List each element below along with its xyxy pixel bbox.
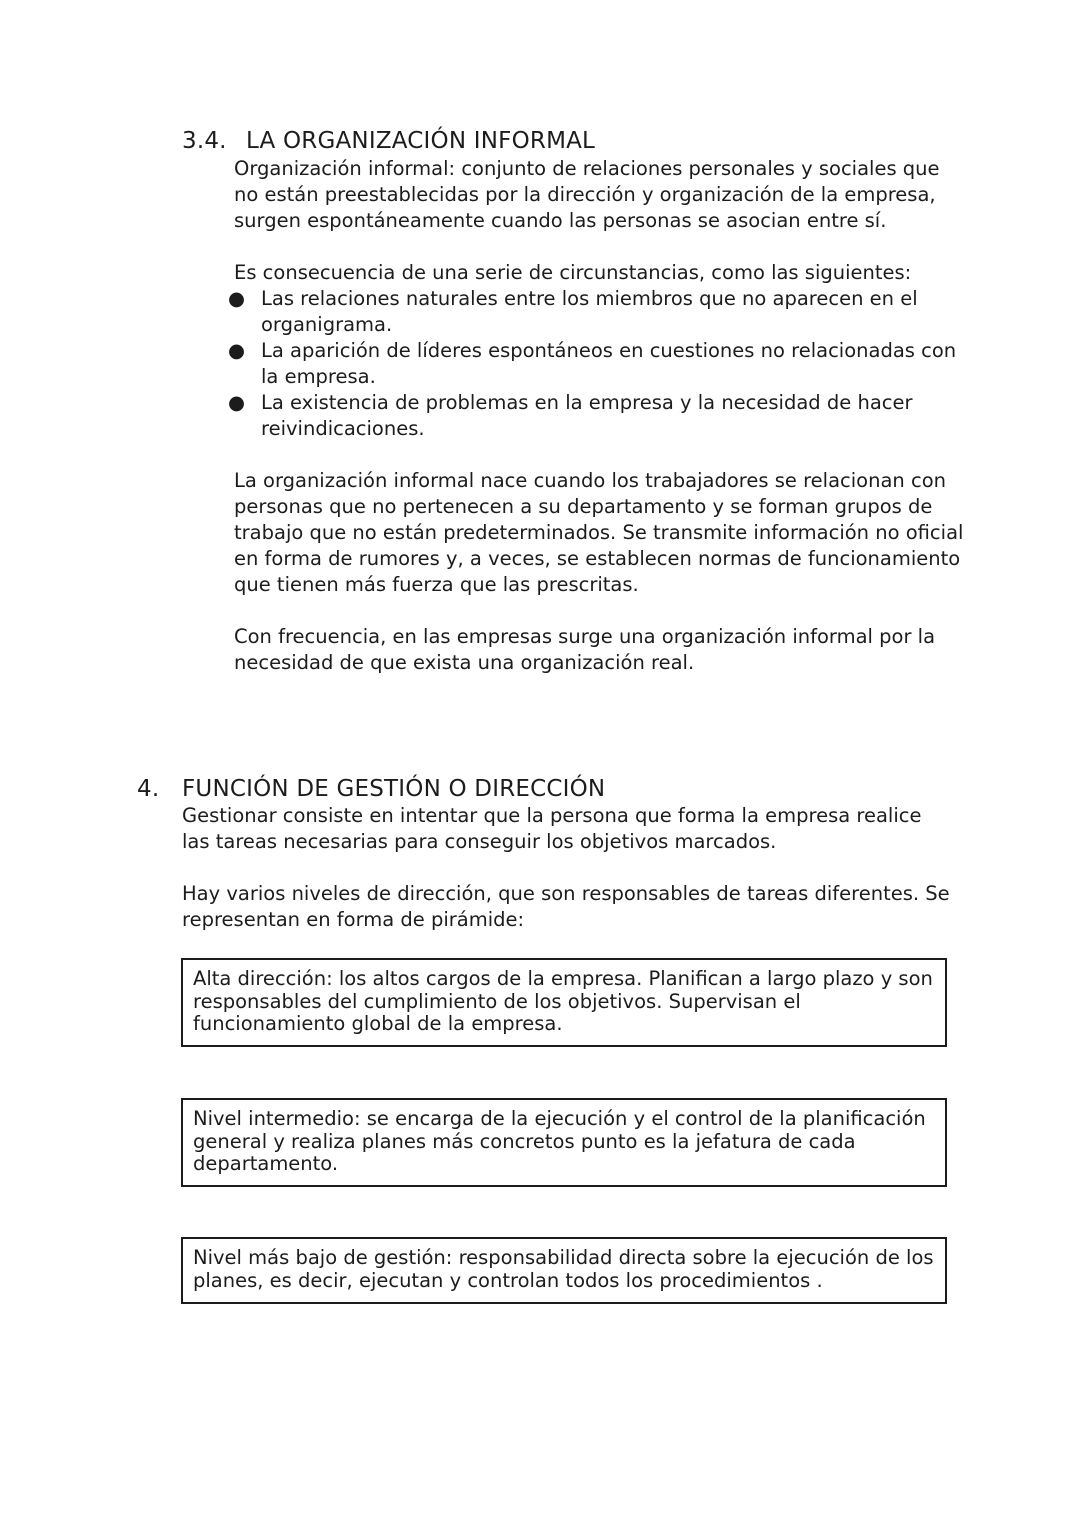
management-level-box-bottom: Nivel más bajo de gestión: responsabilidad directa sobre la ejecución de los planes, es decir, ejecutan y controlan todos los procedimientos . (181, 1237, 947, 1304)
circumstances-list (228, 286, 964, 442)
bullet-icon: ● (228, 287, 246, 310)
definition-paragraph: Organización informal: conjunto de relaciones personales y sociales que no están preestablecidas por la dirección y organización de la empresa, surgen espontáneamente cuando las personas se asocian entre sí. (234, 157, 940, 232)
section-4-heading (137, 774, 605, 804)
section-number: 3.4. (182, 128, 227, 154)
body-paragraph: Gestionar consiste en intentar que la persona que forma la empresa realice las tareas necesarias para conseguir los objetivos marcados. (182, 804, 922, 853)
list-item-text: La aparición de líderes espontáneos en cuestiones no relacionadas con la empresa. (261, 339, 957, 388)
section-4-body (182, 803, 952, 933)
management-level-box-middle: Nivel intermedio: se encarga de la ejecución y el control de la planificación general y realiza planes más concretos punto es la jefatura de cada departamento. (181, 1098, 947, 1187)
section-title: FUNCIÓN DE GESTIÓN O DIRECCIÓN (182, 776, 606, 802)
list-item (228, 286, 964, 338)
list-item (228, 390, 964, 442)
list-item (228, 338, 964, 390)
section-3-4-body (228, 156, 964, 676)
bullet-icon: ● (228, 391, 246, 414)
body-paragraph: Con frecuencia, en las empresas surge una organización informal por la necesidad de que exista una organización real. (234, 625, 936, 674)
list-item-text: Las relaciones naturales entre los miembros que no aparecen en el organigrama. (261, 287, 918, 336)
body-paragraph: La organización informal nace cuando los trabajadores se relacionan con personas que no pertenecen a su departamento y se forman grupos de trabajo que no están predeterminados. Se transmite información no oficial en forma de rumores y, a veces, se establecen normas de funcionamiento que tienen más fuerza que las prescritas. (234, 469, 964, 596)
bullet-icon: ● (228, 339, 246, 362)
section-number: 4. (137, 776, 160, 802)
section-title: LA ORGANIZACIÓN INFORMAL (246, 128, 596, 154)
section-3-4-heading (182, 126, 595, 156)
management-level-box-top: Alta dirección: los altos cargos de la empresa. Planifican a largo plazo y son responsables del cumplimiento de los objetivos. Supervisan el funcionamiento global de la empresa. (181, 958, 947, 1047)
body-paragraph: Hay varios niveles de dirección, que son responsables de tareas diferentes. Se representan en forma de pirámide: (182, 882, 950, 931)
intro-paragraph: Es consecuencia de una serie de circunstancias, como las siguientes: (234, 261, 912, 284)
list-item-text: La existencia de problemas en la empresa y la necesidad de hacer reivindicaciones. (261, 391, 913, 440)
